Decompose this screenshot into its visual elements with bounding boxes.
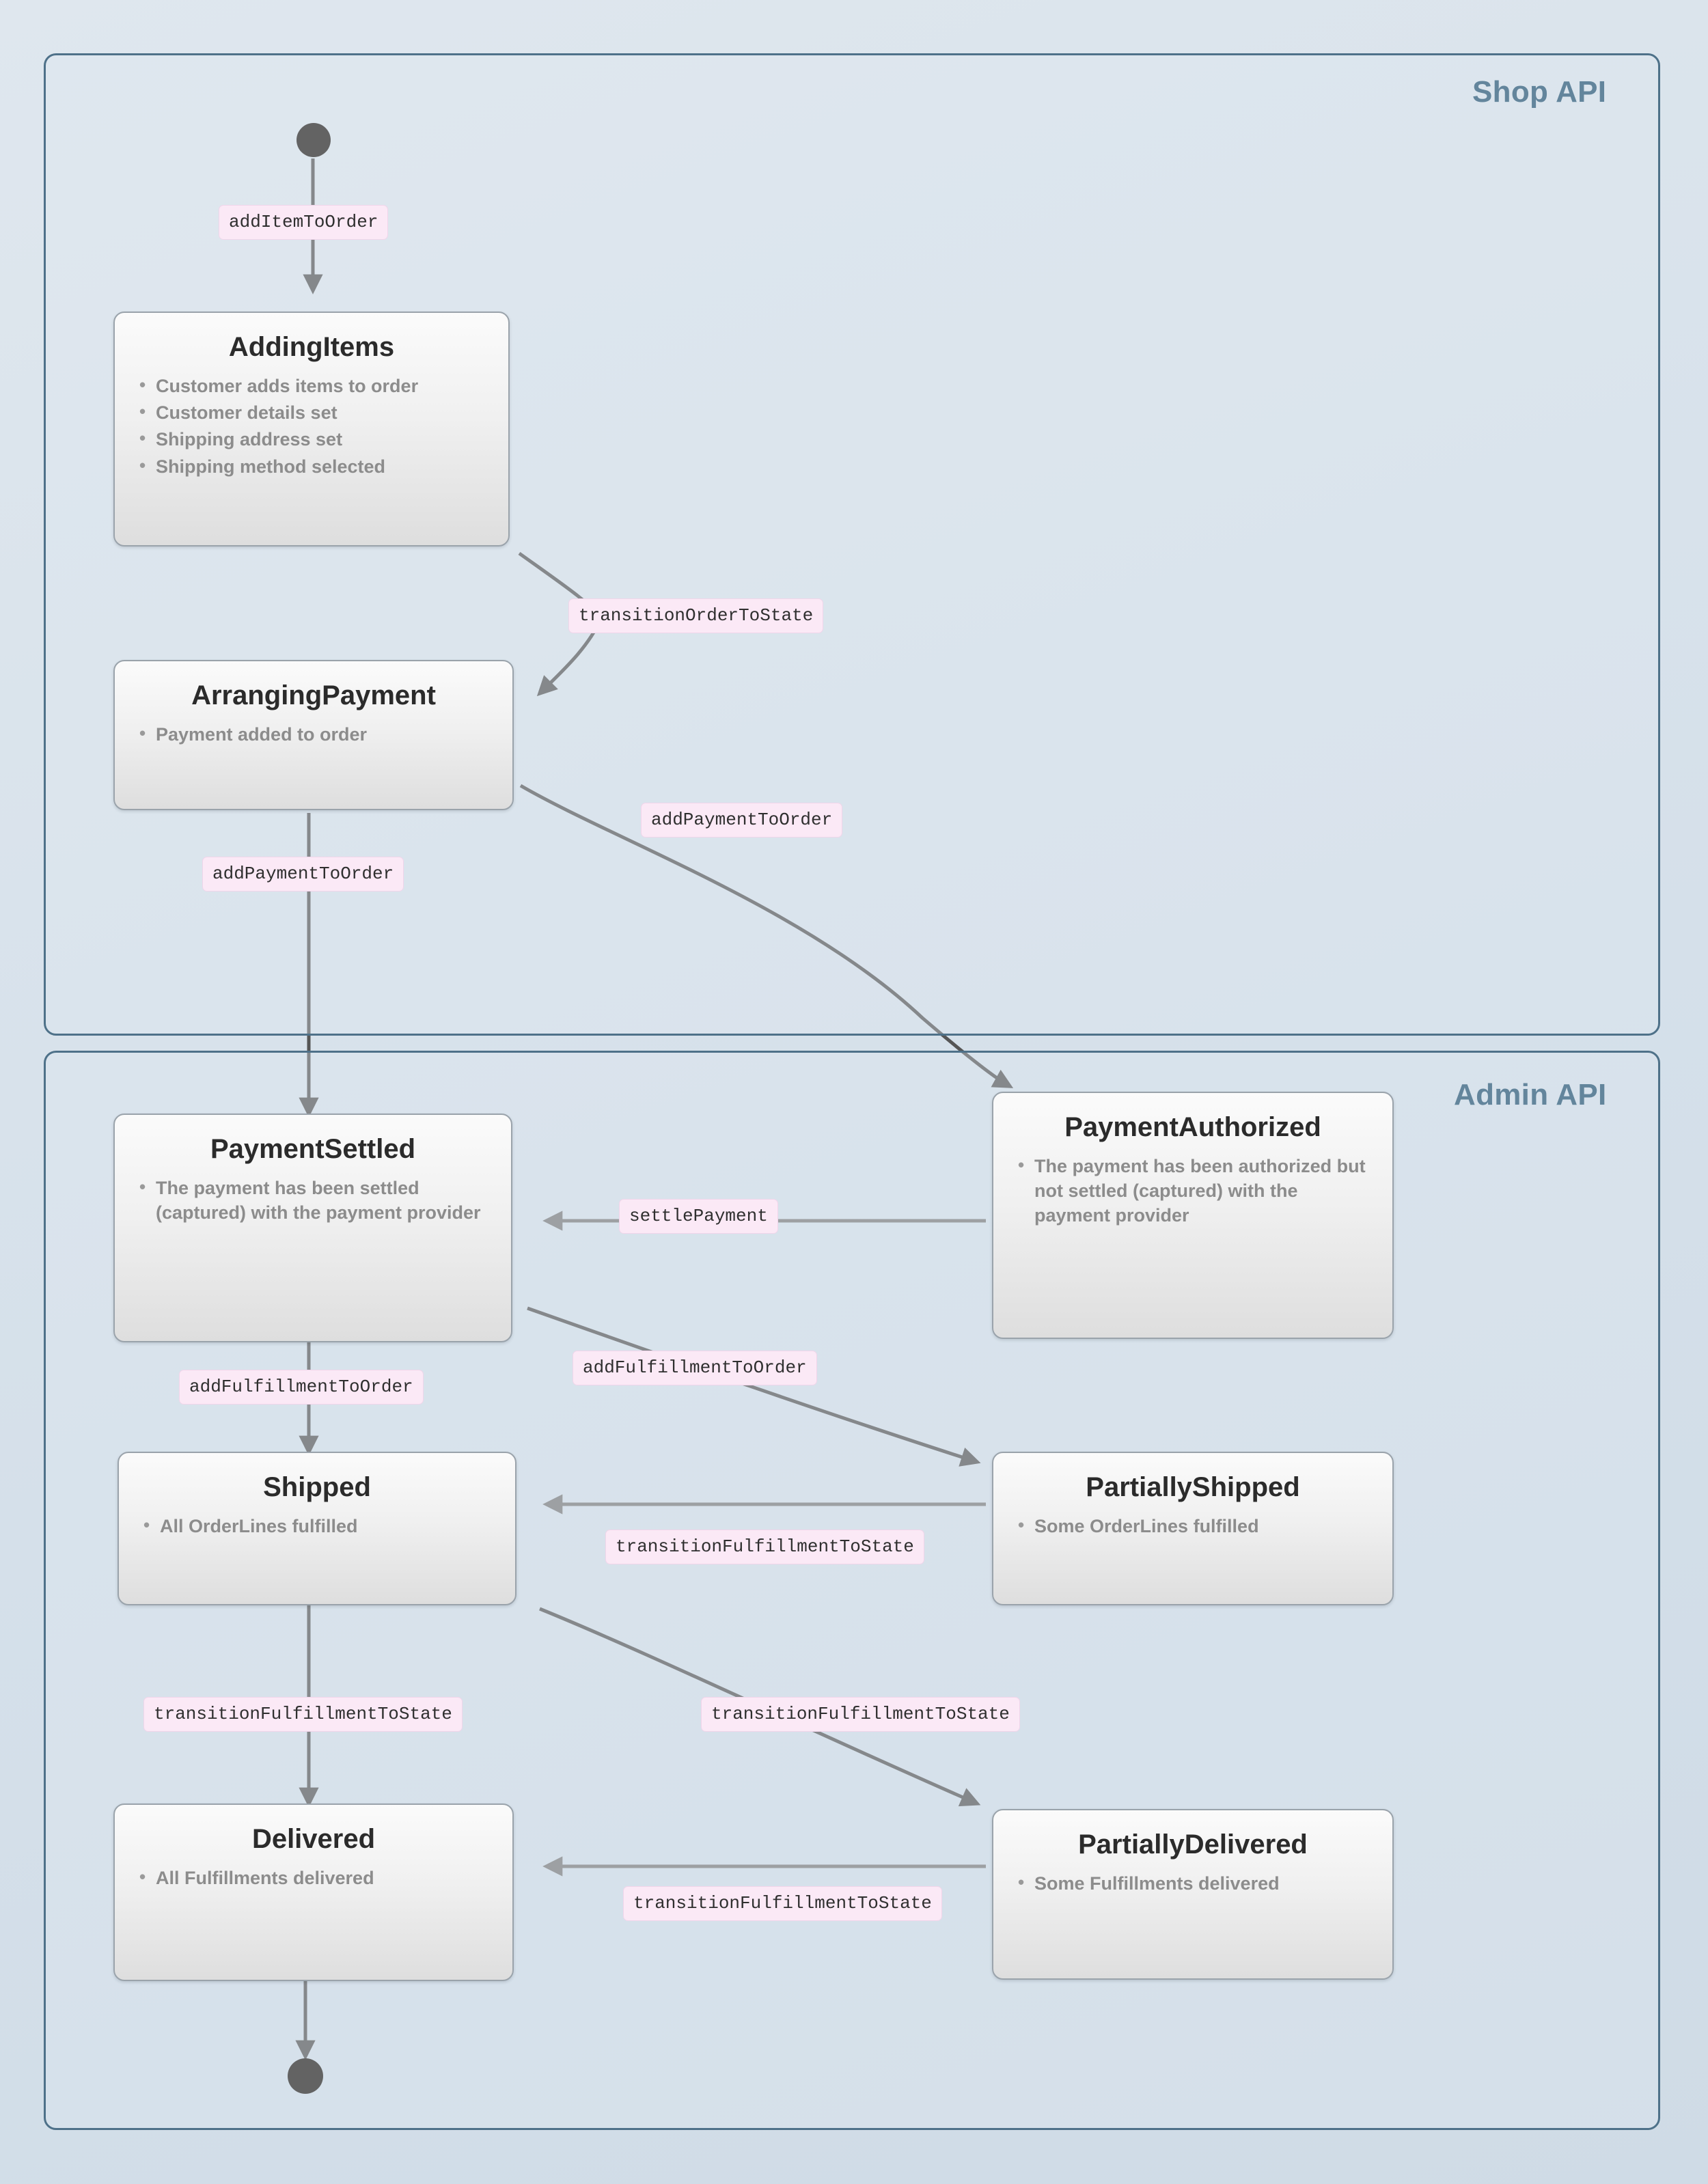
list-item: • Some Fulfillments delivered [1034, 1871, 1375, 1896]
transition-label-transitionfulfillmenttostate-partiallyshipped-to-shipped[interactable]: transitionFulfillmentToState [605, 1530, 924, 1564]
list-item: • Customer adds items to order [156, 374, 491, 398]
state-shipped[interactable] [118, 1452, 516, 1605]
state-detail-list [133, 374, 491, 479]
list-item: • All OrderLines fulfilled [160, 1514, 497, 1538]
list-item: • The payment has been authorized but not settled (captured) with the payment provider [1034, 1154, 1375, 1228]
list-item: • Some OrderLines fulfilled [1034, 1514, 1375, 1538]
list-item: • Shipping address set [156, 427, 491, 452]
transition-label-transitionfulfillmenttostate-shipped-to-delivered[interactable]: transitionFulfillmentToState [143, 1697, 463, 1732]
state-title: PartiallyDelivered [1078, 1829, 1308, 1860]
state-detail-list [137, 1514, 497, 1538]
state-detail-list [133, 1176, 493, 1225]
transition-label-addpaymenttoorder-settled[interactable]: addPaymentToOrder [202, 857, 404, 891]
transition-label-transitionfulfillmenttostate-shipped-to-partiallydelivered[interactable]: transitionFulfillmentToState [701, 1697, 1020, 1732]
state-title: ArrangingPayment [191, 680, 436, 710]
transition-label-addpaymenttoorder-authorized[interactable]: addPaymentToOrder [641, 803, 842, 838]
state-addingitems[interactable] [113, 312, 510, 547]
state-arrangingpayment[interactable] [113, 660, 514, 810]
state-detail-list [1011, 1154, 1375, 1228]
state-title: Delivered [251, 1824, 376, 1854]
state-detail-list [1011, 1871, 1375, 1896]
start-node [297, 123, 331, 157]
list-item: • All Fulfillments delivered [156, 1866, 495, 1890]
state-title: PartiallyShipped [1086, 1472, 1300, 1502]
state-detail-list [133, 1866, 495, 1890]
transition-label-additemtoorder[interactable]: addItemToOrder [219, 205, 388, 240]
state-detail-list [1011, 1514, 1375, 1538]
state-detail-list [133, 722, 495, 747]
state-paymentsettled[interactable] [113, 1114, 512, 1342]
list-item: • Shipping method selected [156, 454, 491, 479]
transition-label-addfulfillmenttoorder-partiallyshipped[interactable]: addFulfillmentToOrder [573, 1351, 817, 1385]
group-shop-api-label: Shop API [1472, 75, 1607, 109]
transition-label-addfulfillmenttoorder-shipped[interactable]: addFulfillmentToOrder [179, 1370, 424, 1405]
list-item: • Customer details set [156, 400, 491, 425]
state-title: PaymentAuthorized [1064, 1112, 1321, 1142]
state-title: Shipped [263, 1472, 371, 1502]
end-node [288, 2058, 323, 2094]
state-paymentauthorized[interactable] [992, 1092, 1394, 1339]
state-title: PaymentSettled [210, 1134, 416, 1164]
transition-label-transitionordertostate[interactable]: transitionOrderToState [568, 598, 823, 633]
state-delivered[interactable] [113, 1803, 514, 1981]
state-title: AddingItems [228, 332, 395, 362]
transition-label-transitionfulfillmenttostate-partiallydelivered-to-delivered[interactable]: transitionFulfillmentToState [623, 1886, 942, 1921]
list-item: • The payment has been settled (captured) with the payment provider [156, 1176, 493, 1225]
transition-label-settlepayment[interactable]: settlePayment [619, 1199, 778, 1234]
list-item: • Payment added to order [156, 722, 495, 747]
group-admin-api-label: Admin API [1454, 1078, 1607, 1111]
state-partiallydelivered[interactable] [992, 1809, 1394, 1980]
state-partiallyshipped[interactable] [992, 1452, 1394, 1605]
